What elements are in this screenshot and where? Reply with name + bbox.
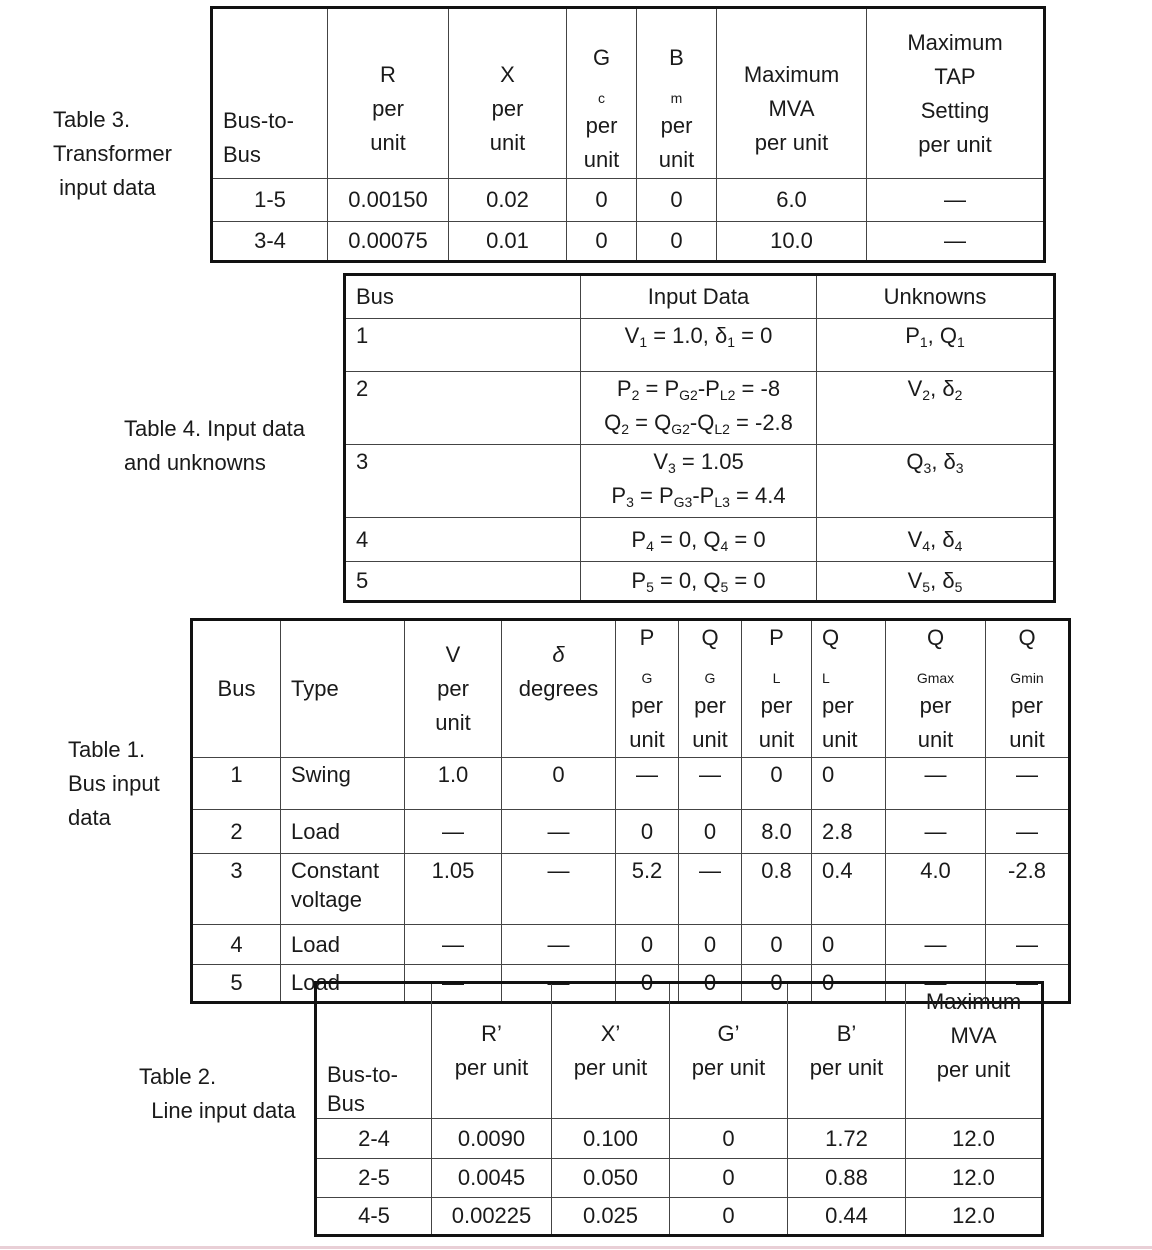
header-input-data: Input Data (581, 275, 817, 319)
input-cell (581, 372, 817, 445)
table4-input-data-unknowns (343, 273, 1056, 603)
table3-caption: Table 3. Transformer input data (53, 107, 172, 200)
header-r: R per unit (328, 8, 449, 179)
header-unknowns: Unknowns (817, 275, 1055, 319)
header-qgmin: Q $_{Gmin}$ per unit (986, 620, 1070, 758)
input-cell (581, 518, 817, 562)
header-pl: P $_L$ per unit (742, 620, 812, 758)
unknowns-text: $Q_3$, $\delta_3$ (906, 449, 964, 476)
header-qgmax: Q $_{Gmax}$ per unit (886, 620, 986, 758)
header-ql: Q $_L$ per unit (812, 620, 886, 758)
header-max-mva: Maximum MVA per unit (717, 8, 867, 179)
table-row: 4 $P_4 = 0$, $Q_4 = 0$ $V_4$, $\delta_4$ (345, 518, 1055, 562)
header-v: V per unit (405, 620, 502, 758)
header-max-mva: Maximum MVA per unit (906, 983, 1043, 1119)
formula-line: $P_4 = 0$, $Q_4 = 0$ (631, 526, 766, 554)
header-r: R’ per unit (432, 983, 552, 1119)
unknowns-text: $V_4$, $\delta_4$ (907, 526, 963, 554)
table-row: 4-5 0.00225 0.025 0 0.44 12.0 (316, 1198, 1043, 1236)
table3-transformer-input (210, 6, 1046, 263)
unknowns-text: $V_2$, $\delta_2$ (907, 376, 963, 403)
header-bus-to-bus: Bus-to- Bus (212, 8, 328, 179)
formula-line: $P_3 = P_{G3}-P_{L3} = 4.4$ (611, 483, 786, 510)
unknowns-text: $P_1$, $Q_1$ (905, 323, 965, 350)
unknowns-cell (817, 518, 1055, 562)
header-bus: Bus (192, 620, 281, 758)
unknowns-cell (817, 319, 1055, 372)
header-type: Type (281, 620, 405, 758)
formula-line: $Q_2 = Q_{G2}-Q_{L2} = -2.8$ (604, 410, 793, 437)
unknowns-text: $V_5$, $\delta_5$ (907, 568, 963, 595)
input-cell (581, 445, 817, 518)
header-b: B’ per unit (788, 983, 906, 1119)
header-delta: δ degrees (502, 620, 616, 758)
table-row: 2 $P_2 = P_{G2}-P_{L2} = -8$ $Q_2 = Q_{G2}-Q_{L2} = -2.8$ $V_2$, $\delta_2$ (345, 372, 1055, 445)
table2-header-row (316, 983, 1043, 1119)
table-row: 1 $V_1 = 1.0$, $\delta_1 = 0$ $P_1$, $Q_1$ (345, 319, 1055, 372)
unknowns-cell (817, 562, 1055, 602)
table-row: 1-5 0.00150 0.02 0 0 6.0 — (212, 179, 1045, 222)
header-bus: Bus (345, 275, 581, 319)
header-x: X’ per unit (552, 983, 670, 1119)
header-qg: Q $_G$ per unit (679, 620, 742, 758)
table4-caption: Table 4. Input data and unknowns (124, 416, 306, 475)
table3-header-row (212, 8, 1045, 179)
header-gc: G $_c$ per unit (567, 8, 637, 179)
table-row: 5 $P_5 = 0$, $Q_5 = 0$ $V_5$, $\delta_5$ (345, 562, 1055, 602)
formula-line: $P_2 = P_{G2}-P_{L2} = -8$ (616, 376, 781, 403)
table-row: 2-5 0.0045 0.050 0 0.88 12.0 (316, 1159, 1043, 1198)
input-cell (581, 319, 817, 372)
formula-line: $V_3 = 1.05$ (653, 449, 744, 476)
table-row: 1 Swing 1.0 0 — — 0 0 — — (192, 758, 1070, 810)
table2-line-input (314, 981, 1044, 1237)
formula-line: $P_5 = 0$, $Q_5 = 0$ (631, 568, 766, 595)
table2-caption: Table 2. Line input data (139, 1064, 296, 1123)
header-bm: B $_m$ per unit (637, 8, 717, 179)
table1-header-row (192, 620, 1070, 758)
table4-header-row (345, 275, 1055, 319)
unknowns-cell (817, 372, 1055, 445)
table-row: 3-4 0.00075 0.01 0 0 10.0 — (212, 222, 1045, 262)
header-max-tap: Maximum TAP Setting per unit (867, 8, 1045, 179)
unknowns-cell (817, 445, 1055, 518)
table-row: 2 Load — — 0 0 8.0 2.8 — — (192, 810, 1070, 854)
page-bottom-divider (0, 1246, 1152, 1249)
header-x: X per unit (449, 8, 567, 179)
table-row: 4 Load — — 0 0 0 0 — — (192, 925, 1070, 965)
formula-line: $V_1 = 1.0$, $\delta_1 = 0$ (624, 323, 773, 350)
table-row: 5 Load — — 0 0 0 0 — — (192, 965, 1070, 1003)
table1-bus-input (190, 618, 1071, 1004)
input-cell (581, 562, 817, 602)
table-row: 2-4 0.0090 0.100 0 1.72 12.0 (316, 1119, 1043, 1159)
table1-caption: Table 1. Bus input data (68, 737, 160, 830)
table-row: 3 Constant voltage 1.05 — 5.2 — 0.8 0.4 4.0 -2.8 (192, 854, 1070, 925)
table-row: 3 $V_3 = 1.05$ $P_3 = P_{G3}-P_{L3} = 4.4$ $Q_3$, $\delta_3$ (345, 445, 1055, 518)
header-bus-to-bus: Bus-to- Bus (316, 983, 432, 1119)
header-pg: P $_G$ per unit (616, 620, 679, 758)
header-g: G’ per unit (670, 983, 788, 1119)
